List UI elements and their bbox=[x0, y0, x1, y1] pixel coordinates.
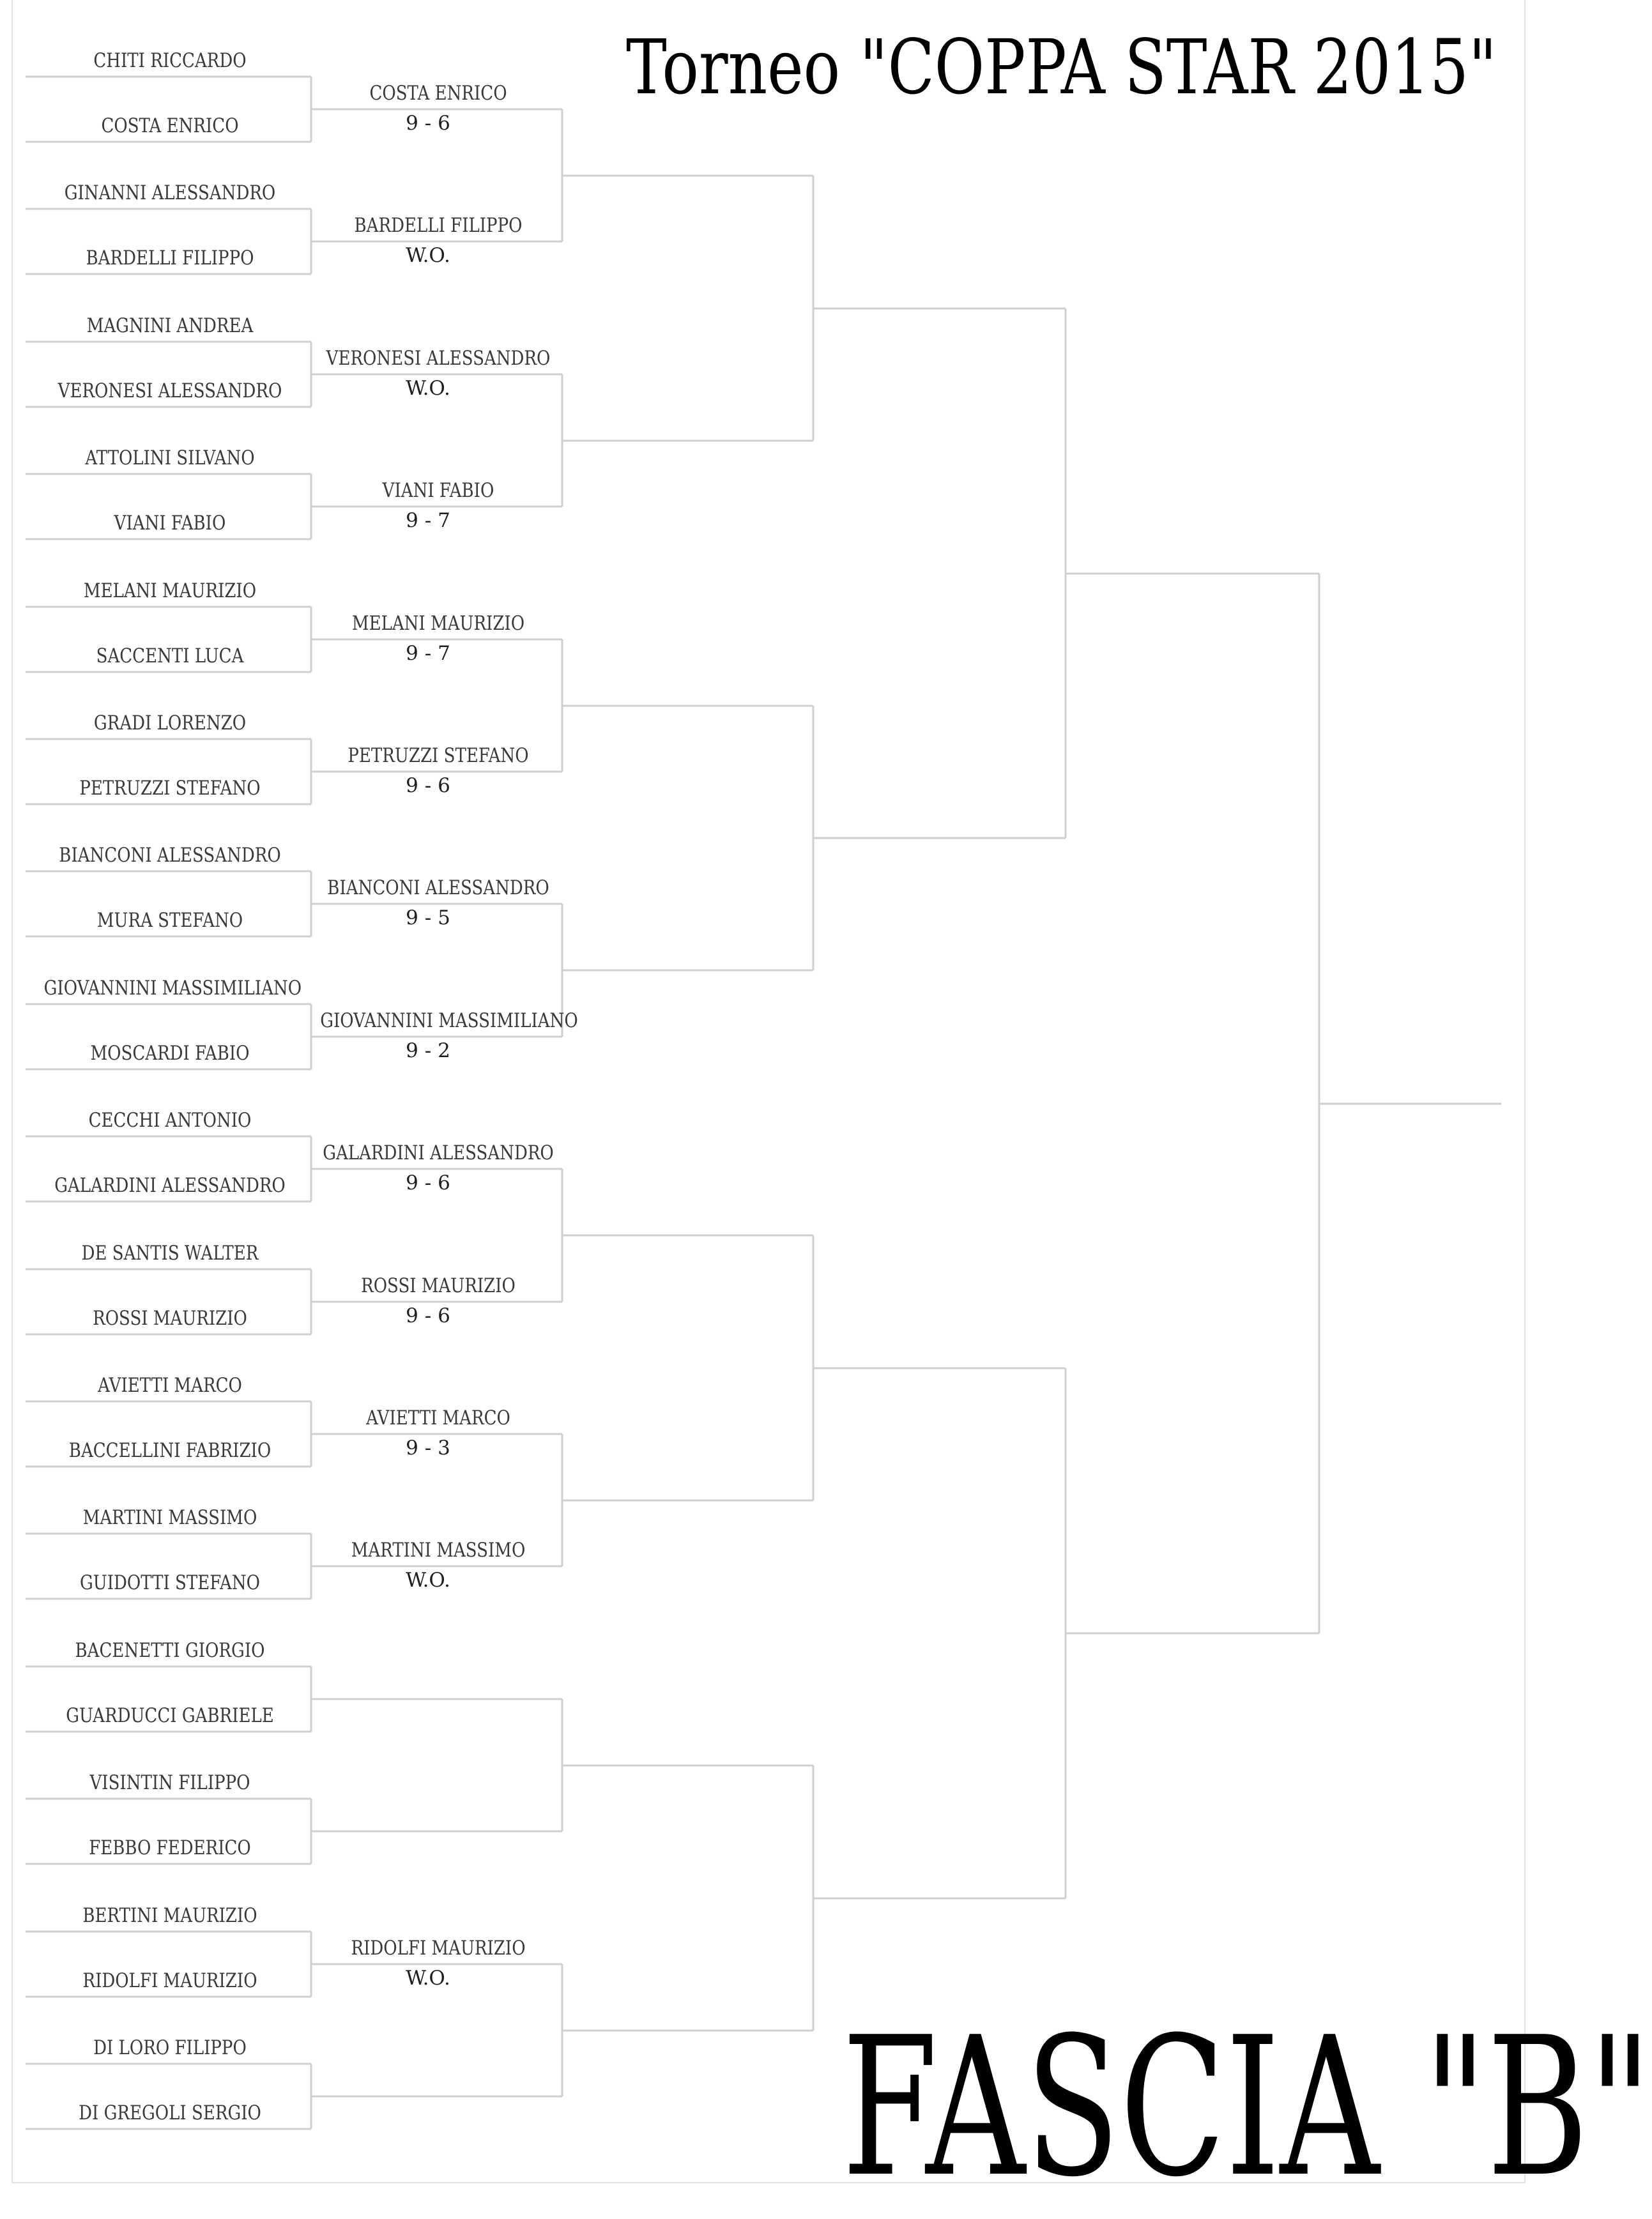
player-name: DE SANTIS WALTER bbox=[81, 1242, 259, 1265]
winner-name: BARDELLI FILIPPO bbox=[354, 214, 523, 237]
player-name: BIANCONI ALESSANDRO bbox=[59, 844, 281, 867]
winner-name: VIANI FABIO bbox=[382, 479, 494, 502]
player-name: DI GREGOLI SERGIO bbox=[79, 2101, 261, 2124]
winner-name: AVIETTI MARCO bbox=[366, 1407, 510, 1430]
tournament-title: Torneo "COPPA STAR 2015" bbox=[626, 23, 1497, 111]
player-name: CECCHI ANTONIO bbox=[88, 1109, 252, 1132]
player-name: CHITI RICCARDO bbox=[93, 49, 247, 72]
winner-name: GIOVANNINI MASSIMILIANO bbox=[320, 1009, 578, 1032]
match-score: 9 - 6 bbox=[406, 1171, 450, 1194]
player-name: MURA STEFANO bbox=[96, 909, 243, 932]
winner-name: PETRUZZI STEFANO bbox=[348, 744, 529, 767]
match-score: W.O. bbox=[406, 377, 450, 400]
match-score: 9 - 3 bbox=[406, 1437, 450, 1460]
match-score: 9 - 2 bbox=[406, 1039, 450, 1062]
winner-name: ROSSI MAURIZIO bbox=[361, 1274, 516, 1297]
player-name: VERONESI ALESSANDRO bbox=[57, 379, 282, 402]
player-name: VIANI FABIO bbox=[114, 512, 226, 535]
player-name: GIOVANNINI MASSIMILIANO bbox=[43, 977, 302, 1000]
winner-name: MELANI MAURIZIO bbox=[351, 612, 525, 635]
player-name: BACCELLINI FABRIZIO bbox=[68, 1439, 272, 1462]
player-name: GINANNI ALESSANDRO bbox=[64, 181, 276, 204]
player-name: BARDELLI FILIPPO bbox=[86, 247, 254, 270]
match-score: W.O. bbox=[406, 244, 450, 267]
player-name: PETRUZZI STEFANO bbox=[79, 777, 261, 800]
winner-name: VERONESI ALESSANDRO bbox=[326, 347, 551, 370]
player-name: VISINTIN FILIPPO bbox=[89, 1771, 250, 1794]
player-name: ROSSI MAURIZIO bbox=[93, 1307, 247, 1330]
category-label: FASCIA "B" bbox=[842, 1996, 1652, 2219]
winner-name: MARTINI MASSIMO bbox=[351, 1539, 526, 1562]
winner-name: GALARDINI ALESSANDRO bbox=[323, 1141, 554, 1164]
player-name: RIDOLFI MAURIZIO bbox=[82, 1969, 257, 1992]
match-score: 9 - 7 bbox=[406, 509, 450, 532]
player-name: MARTINI MASSIMO bbox=[82, 1506, 257, 1529]
match-score: 9 - 7 bbox=[406, 642, 450, 665]
match-score: 9 - 6 bbox=[406, 1304, 450, 1327]
player-name: FEBBO FEDERICO bbox=[89, 1836, 251, 1859]
player-name: GUARDUCCI GABRIELE bbox=[66, 1704, 274, 1727]
player-name: GUIDOTTI STEFANO bbox=[79, 1571, 261, 1594]
player-name: SACCENTI LUCA bbox=[96, 644, 244, 667]
match-score: 9 - 6 bbox=[406, 774, 450, 797]
winner-name: RIDOLFI MAURIZIO bbox=[351, 1937, 526, 1960]
player-name: BACENETTI GIORGIO bbox=[75, 1639, 265, 1662]
player-name: MOSCARDI FABIO bbox=[90, 1042, 250, 1065]
winner-name: COSTA ENRICO bbox=[369, 82, 507, 105]
match-score: 9 - 5 bbox=[406, 906, 450, 929]
player-name: MAGNINI ANDREA bbox=[86, 314, 254, 337]
match-score: 9 - 6 bbox=[406, 112, 450, 135]
player-name: BERTINI MAURIZIO bbox=[82, 1904, 257, 1927]
player-name: GALARDINI ALESSANDRO bbox=[54, 1174, 286, 1197]
player-name: COSTA ENRICO bbox=[101, 114, 239, 137]
match-score: W.O. bbox=[406, 1967, 450, 1990]
player-name: DI LORO FILIPPO bbox=[93, 2036, 247, 2059]
match-score: W.O. bbox=[406, 1569, 450, 1592]
player-name: ATTOLINI SILVANO bbox=[85, 446, 255, 469]
winner-name: BIANCONI ALESSANDRO bbox=[327, 876, 549, 899]
player-name: GRADI LORENZO bbox=[93, 712, 247, 735]
player-name: AVIETTI MARCO bbox=[98, 1374, 242, 1397]
player-name: MELANI MAURIZIO bbox=[83, 579, 257, 602]
